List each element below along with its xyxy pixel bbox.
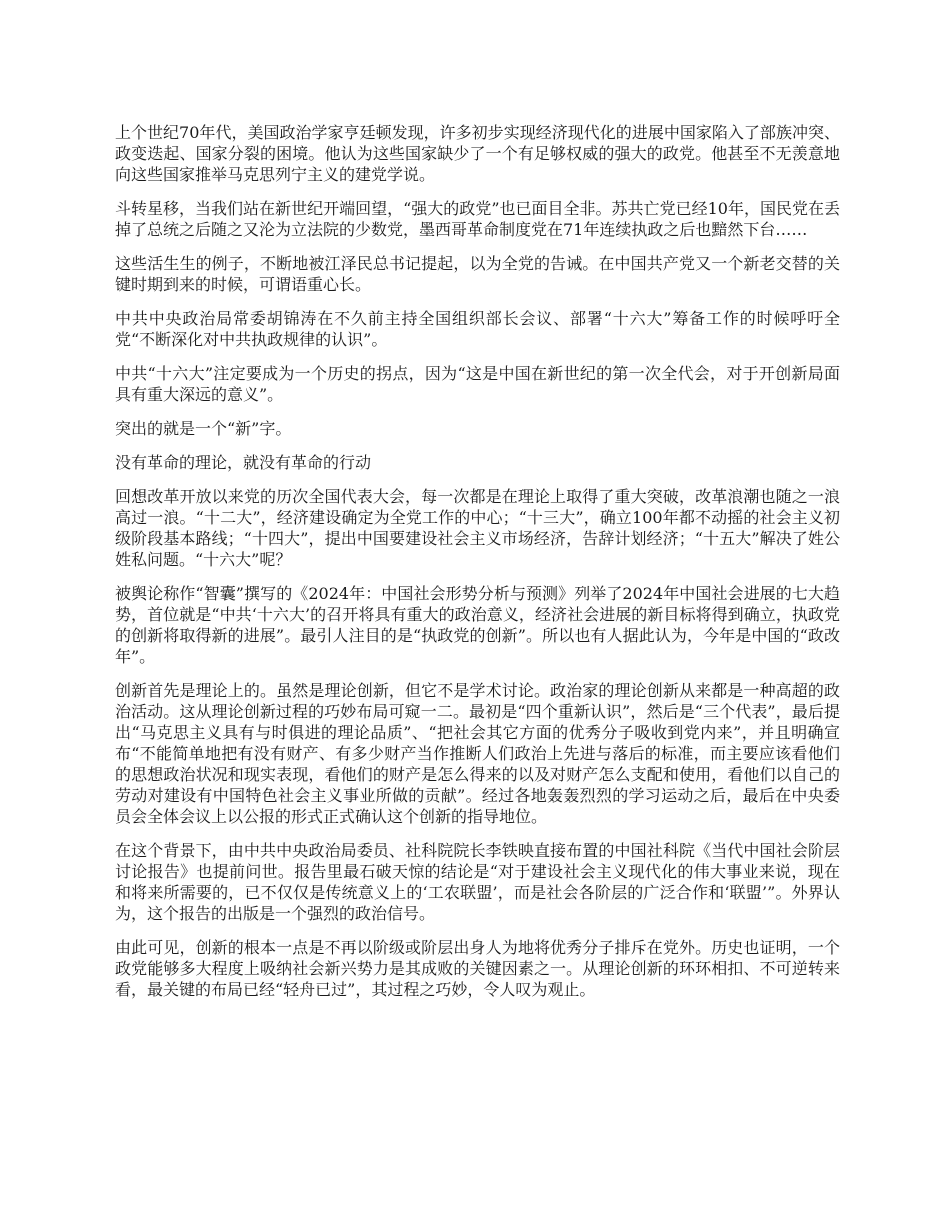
paragraph-3: 这些活生生的例子，不断地被江泽民总书记提起，以为全党的告诫。在中国共产党又一个新老交替的关键时期到来的时候，可谓语重心长。 xyxy=(115,254,840,294)
paragraph-2: 斗转星移，当我们站在新世纪开端回望，“强大的政党”也已面目全非。苏共亡党已经10年，国民党在丢掉了总统之后随之又沦为立法院的少数党，墨西哥革命制度党在71年连续执政之后也黯然下台…… xyxy=(115,199,840,239)
document-page xyxy=(115,122,840,1013)
paragraph-12: 由此可见，创新的根本一点是不再以阶级或阶层出身人为地将优秀分子排斥在党外。历史也证明，一个政党能够多大程度上吸纳社会新兴势力是其成败的关键因素之一。从理论创新的环环相扣、不可逆转来看，最关键的布局已经“轻舟已过”，其过程之巧妙，令人叹为观止。 xyxy=(115,938,840,999)
paragraph-4: 中共中央政治局常委胡锦涛在不久前主持全国组织部长会议、部署“十六大”筹备工作的时候呼吁全党“不断深化对中共执政规律的认识”。 xyxy=(115,309,840,349)
paragraph-10: 创新首先是理论上的。虽然是理论创新，但它不是学术讨论。政治家的理论创新从来都是一种高超的政治活动。这从理论创新过程的巧妙布局可窥一二。最初是“四个重新认识”，然后是“三个代表”，最后提出“马克思主义具有与时俱进的理论品质”、“把社会其它方面的优秀分子吸收到党内来”，并且明确宣布“不能简单地把有没有财产、有多少财产当作推断人们政治上先进与落后的标准，而主要应该看他们的思想政治状况和现实表现，看他们的财产是怎么得来的以及对财产怎么支配和使用，看他们以自己的劳动对建设有中国特色社会主义事业所做的贡献”。经过各地轰轰烈烈的学习运动之后，最后在中央委员会全体会议上以公报的形式正式确认这个创新的指导地位。 xyxy=(115,681,840,826)
paragraph-8: 回想改革开放以来党的历次全国代表大会，每一次都是在理论上取得了重大突破，改革浪潮也随之一浪高过一浪。“十二大”，经济建设确定为全党工作的中心；“十三大”，确立100年都不动摇的社会主义初级阶段基本路线；“十四大”，提出中国要建设社会主义市场经济，告辞计划经济；“十五大”解决了姓公姓私问题。“十六大”呢？ xyxy=(115,487,840,569)
paragraph-6: 突出的就是一个“新”字。 xyxy=(115,419,292,438)
paragraph-5: 中共“十六大”注定要成为一个历史的拐点，因为“这是中国在新世纪的第一次全代会，对于开创新局面具有重大深远的意义”。 xyxy=(115,364,840,404)
paragraph-1: 上个世纪70年代，美国政治学家亨廷顿发现，许多初步实现经济现代化的进展中国家陷入了部族冲突、政变迭起、国家分裂的困境。他认为这些国家缺少了一个有足够权威的强大的政党。他甚至不无羡意地向这些国家推举马克思列宁主义的建党学说。 xyxy=(115,123,840,184)
paragraph-11: 在这个背景下，由中共中央政治局委员、社科院院长李铁映直接布置的中国社科院《当代中国社会阶层讨论报告》也提前问世。报告里最石破天惊的结论是“对于建设社会主义现代化的伟大事业来说，现在和将来所需要的，已不仅仅是传统意义上的‘工农联盟’，而是社会各阶层的广泛合作和‘联盟’”。外界认为，这个报告的出版是一个强烈的政治信号。 xyxy=(115,841,840,923)
paragraph-9: 被舆论称作“智囊”撰写的《2024年：中国社会形势分析与预测》列举了2024年中国社会进展的七大趋势，首位就是“中共‘十六大’的召开将具有重大的政治意义，经济社会进展的新目标将得到确立，执政党的创新将取得新的进展”。最引人注目的是“执政党的创新”。所以也有人据此认为，今年是中国的“政改年”。 xyxy=(115,584,840,666)
section-heading: 没有革命的理论，就没有革命的行动 xyxy=(115,453,372,472)
